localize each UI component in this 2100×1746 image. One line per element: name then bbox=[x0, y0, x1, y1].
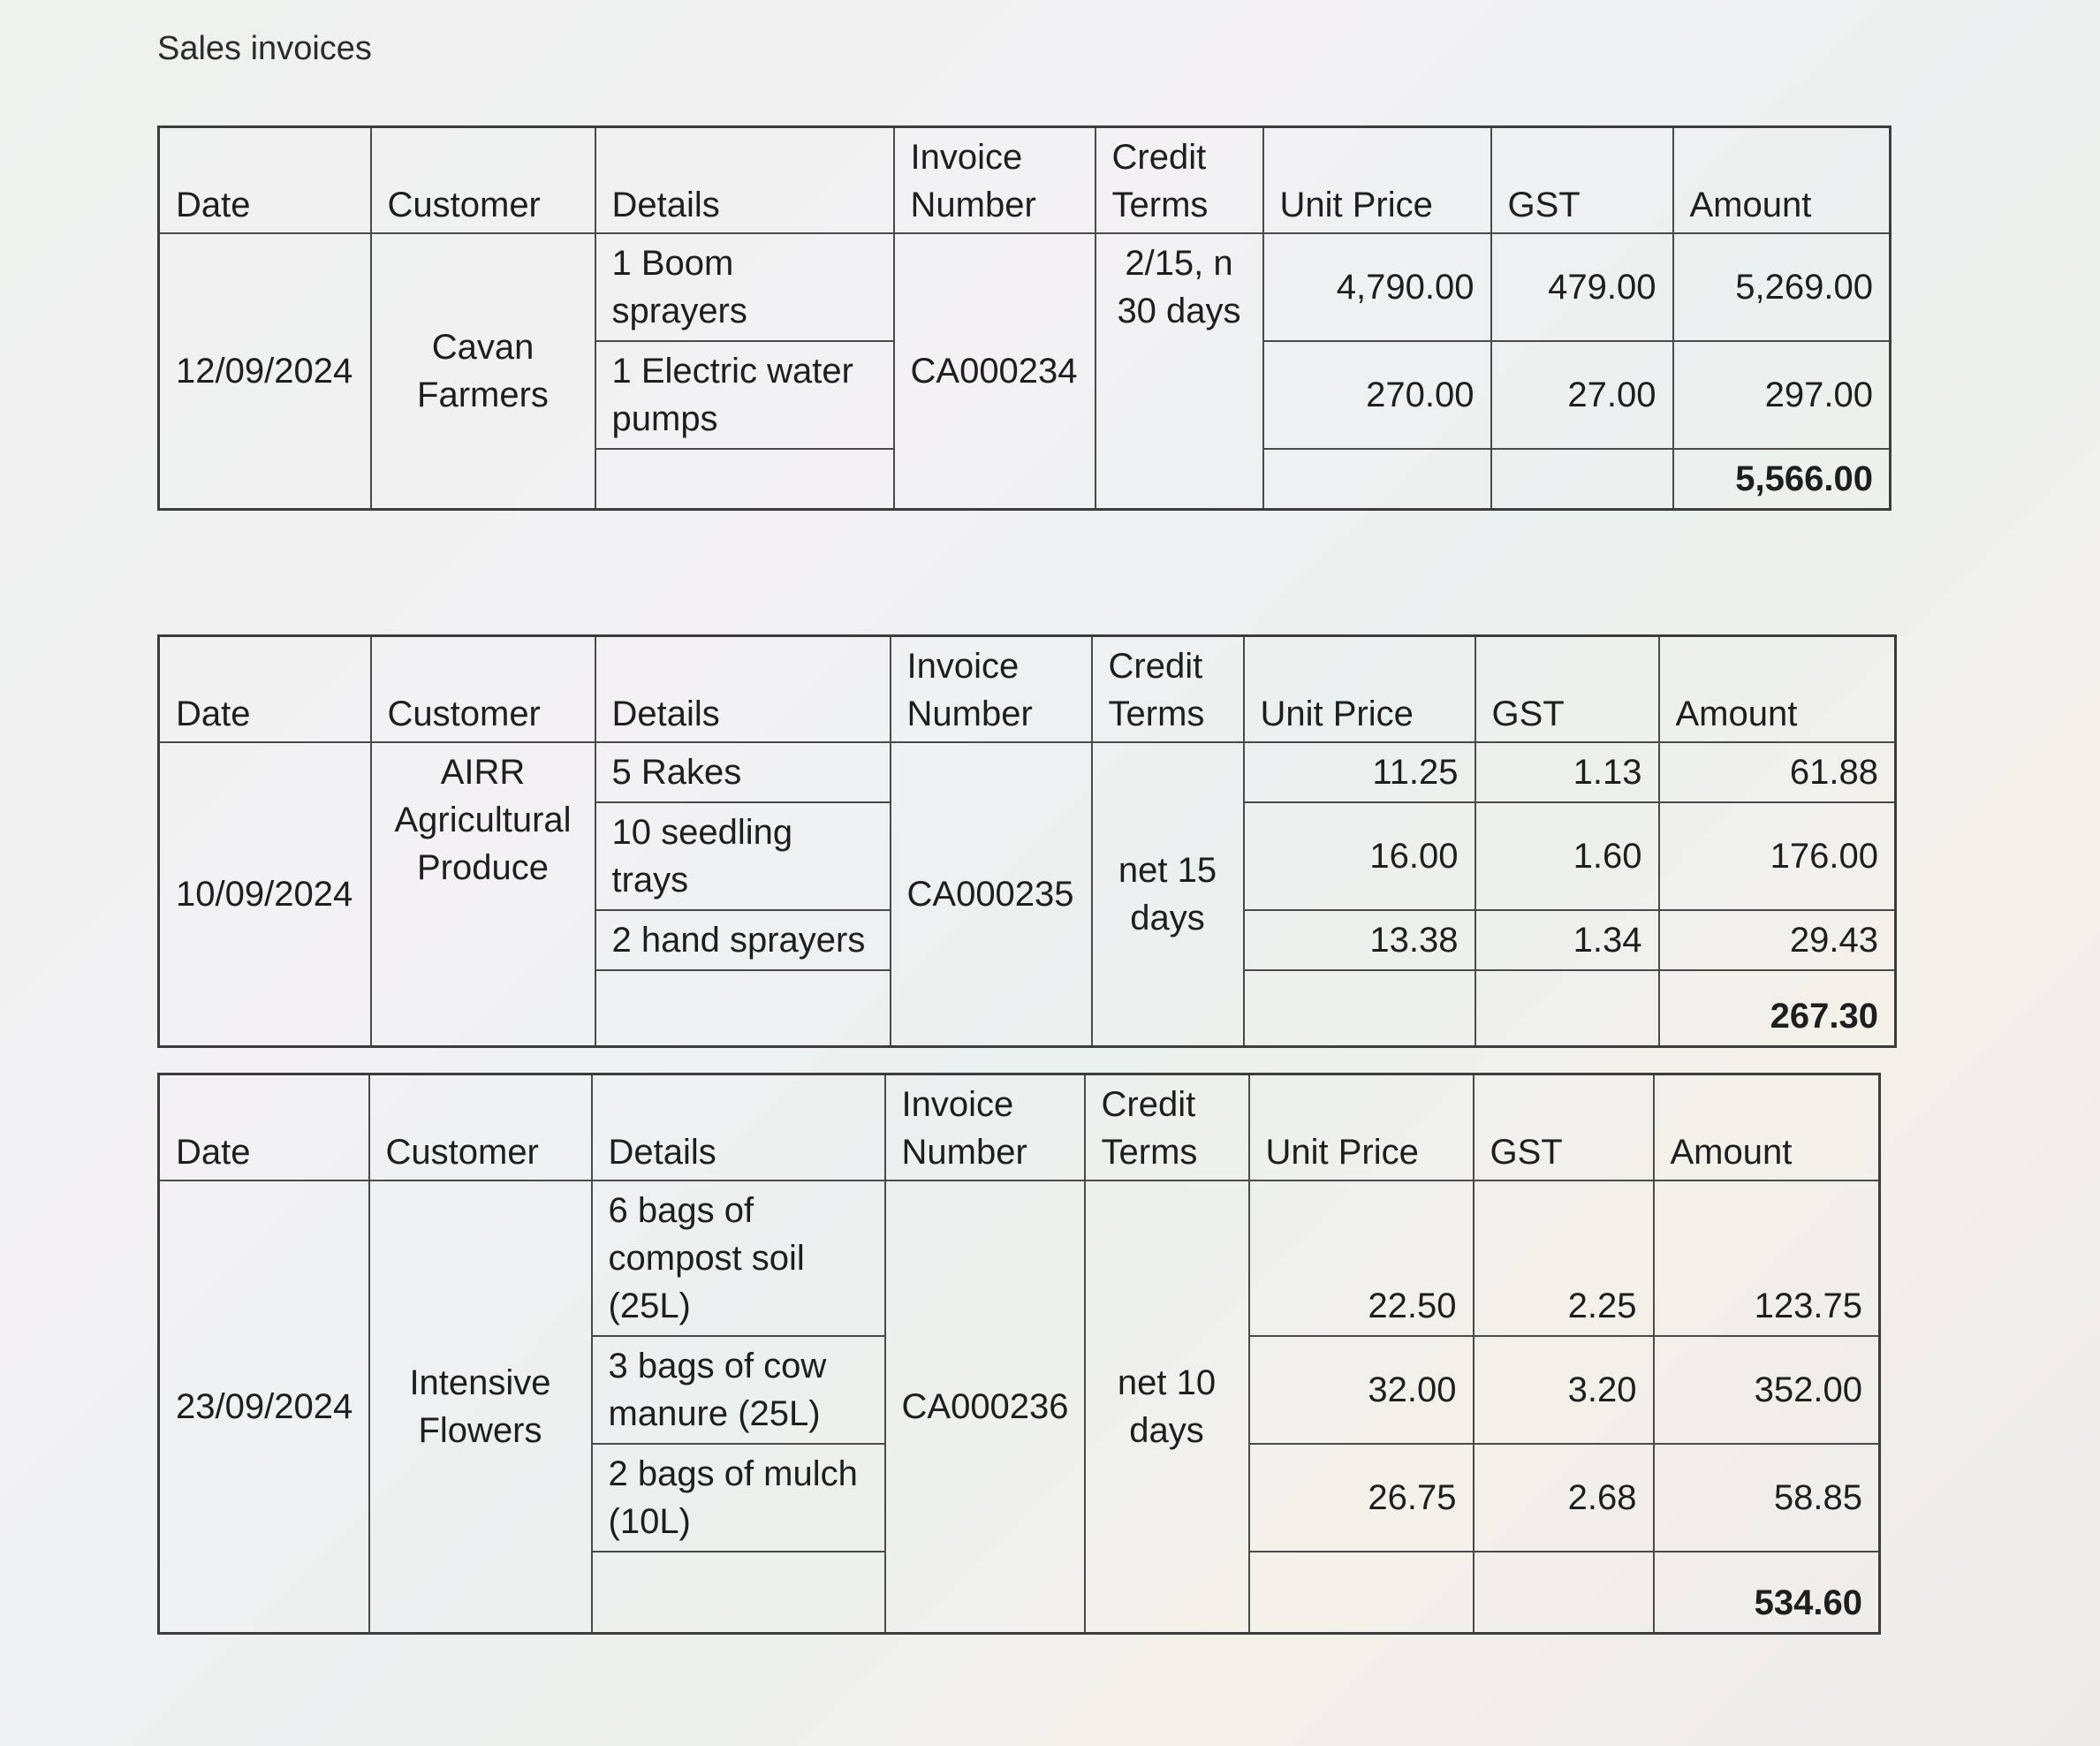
column-header-details: Details bbox=[595, 127, 894, 234]
column-header-unit-price: Unit Price bbox=[1244, 636, 1475, 743]
empty-cell bbox=[1244, 970, 1475, 1046]
empty-cell bbox=[595, 449, 894, 510]
item-gst: 1.13 bbox=[1475, 742, 1659, 802]
invoice-customer: Cavan Farmers bbox=[371, 233, 595, 510]
item-unit-price: 270.00 bbox=[1263, 341, 1491, 449]
item-amount: 123.75 bbox=[1654, 1180, 1880, 1336]
header-row bbox=[159, 636, 1896, 743]
item-unit-price: 32.00 bbox=[1249, 1336, 1474, 1444]
item-unit-price: 16.00 bbox=[1244, 802, 1475, 910]
table-row bbox=[159, 742, 1896, 802]
credit-terms: 2/15, n 30 days bbox=[1095, 233, 1263, 510]
item-gst: 1.60 bbox=[1475, 802, 1659, 910]
item-unit-price: 22.50 bbox=[1249, 1180, 1474, 1336]
invoice-total: 5,566.00 bbox=[1673, 449, 1891, 510]
item-amount: 58.85 bbox=[1654, 1444, 1880, 1552]
column-header-date: Date bbox=[159, 636, 371, 743]
item-amount: 61.88 bbox=[1659, 742, 1896, 802]
empty-cell bbox=[1475, 970, 1659, 1046]
column-header-customer: Customer bbox=[371, 636, 595, 743]
invoice-customer: AIRR Agricultural Produce bbox=[371, 742, 595, 1046]
item-unit-price: 4,790.00 bbox=[1263, 233, 1491, 341]
item-details: 10 seedling trays bbox=[595, 802, 891, 910]
item-amount: 5,269.00 bbox=[1673, 233, 1891, 341]
item-gst: 1.34 bbox=[1475, 910, 1659, 970]
invoice-table bbox=[157, 1073, 1881, 1635]
empty-cell bbox=[595, 970, 891, 1046]
item-details: 1 Electric water pumps bbox=[595, 341, 894, 449]
column-header-unit-price: Unit Price bbox=[1249, 1074, 1474, 1181]
column-header-gst: GST bbox=[1491, 127, 1673, 234]
credit-terms: net 10 days bbox=[1085, 1180, 1249, 1633]
item-details: 6 bags of compost soil (25L) bbox=[592, 1180, 885, 1336]
column-header-details: Details bbox=[592, 1074, 885, 1181]
header-row bbox=[159, 1074, 1880, 1181]
invoice-number: CA000234 bbox=[894, 233, 1095, 510]
item-details: 1 Boom sprayers bbox=[595, 233, 894, 341]
item-unit-price: 26.75 bbox=[1249, 1444, 1474, 1552]
item-amount: 29.43 bbox=[1659, 910, 1896, 970]
column-header-credit-terms: Credit Terms bbox=[1085, 1074, 1249, 1181]
invoice-total: 534.60 bbox=[1654, 1552, 1880, 1633]
invoice-customer: Intensive Flowers bbox=[369, 1180, 592, 1633]
invoice-date: 23/09/2024 bbox=[159, 1180, 369, 1633]
invoice-date: 12/09/2024 bbox=[159, 233, 371, 510]
item-gst: 27.00 bbox=[1491, 341, 1673, 449]
invoice-total: 267.30 bbox=[1659, 970, 1896, 1046]
column-header-gst: GST bbox=[1474, 1074, 1654, 1181]
item-details: 3 bags of cow manure (25L) bbox=[592, 1336, 885, 1444]
item-gst: 479.00 bbox=[1491, 233, 1673, 341]
column-header-amount: Amount bbox=[1654, 1074, 1880, 1181]
column-header-unit-price: Unit Price bbox=[1263, 127, 1491, 234]
invoice-number: CA000235 bbox=[891, 742, 1092, 1046]
empty-cell bbox=[1491, 449, 1673, 510]
column-header-amount: Amount bbox=[1659, 636, 1896, 743]
item-details: 5 Rakes bbox=[595, 742, 891, 802]
item-gst: 2.68 bbox=[1474, 1444, 1654, 1552]
empty-cell bbox=[1249, 1552, 1474, 1633]
column-header-credit-terms: Credit Terms bbox=[1095, 127, 1263, 234]
column-header-invoice-number: Invoice Number bbox=[894, 127, 1095, 234]
item-unit-price: 13.38 bbox=[1244, 910, 1475, 970]
invoice-number: CA000236 bbox=[885, 1180, 1085, 1633]
table-row bbox=[159, 1180, 1880, 1336]
column-header-invoice-number: Invoice Number bbox=[891, 636, 1092, 743]
column-header-details: Details bbox=[595, 636, 891, 743]
credit-terms: net 15 days bbox=[1092, 742, 1244, 1046]
invoice-date: 10/09/2024 bbox=[159, 742, 371, 1046]
invoice-table bbox=[157, 125, 1892, 511]
item-gst: 3.20 bbox=[1474, 1336, 1654, 1444]
item-unit-price: 11.25 bbox=[1244, 742, 1475, 802]
item-details: 2 hand sprayers bbox=[595, 910, 891, 970]
empty-cell bbox=[592, 1552, 885, 1633]
page-title: Sales invoices bbox=[157, 30, 372, 67]
column-header-gst: GST bbox=[1475, 636, 1659, 743]
column-header-date: Date bbox=[159, 1074, 369, 1181]
column-header-credit-terms: Credit Terms bbox=[1092, 636, 1244, 743]
column-header-invoice-number: Invoice Number bbox=[885, 1074, 1085, 1181]
empty-cell bbox=[1474, 1552, 1654, 1633]
column-header-customer: Customer bbox=[369, 1074, 592, 1181]
column-header-date: Date bbox=[159, 127, 371, 234]
invoice-table bbox=[157, 634, 1897, 1048]
item-details: 2 bags of mulch (10L) bbox=[592, 1444, 885, 1552]
item-amount: 297.00 bbox=[1673, 341, 1891, 449]
item-amount: 352.00 bbox=[1654, 1336, 1880, 1444]
item-gst: 2.25 bbox=[1474, 1180, 1654, 1336]
header-row bbox=[159, 127, 1891, 234]
item-amount: 176.00 bbox=[1659, 802, 1896, 910]
column-header-customer: Customer bbox=[371, 127, 595, 234]
table-row bbox=[159, 233, 1891, 341]
empty-cell bbox=[1263, 449, 1491, 510]
column-header-amount: Amount bbox=[1673, 127, 1891, 234]
